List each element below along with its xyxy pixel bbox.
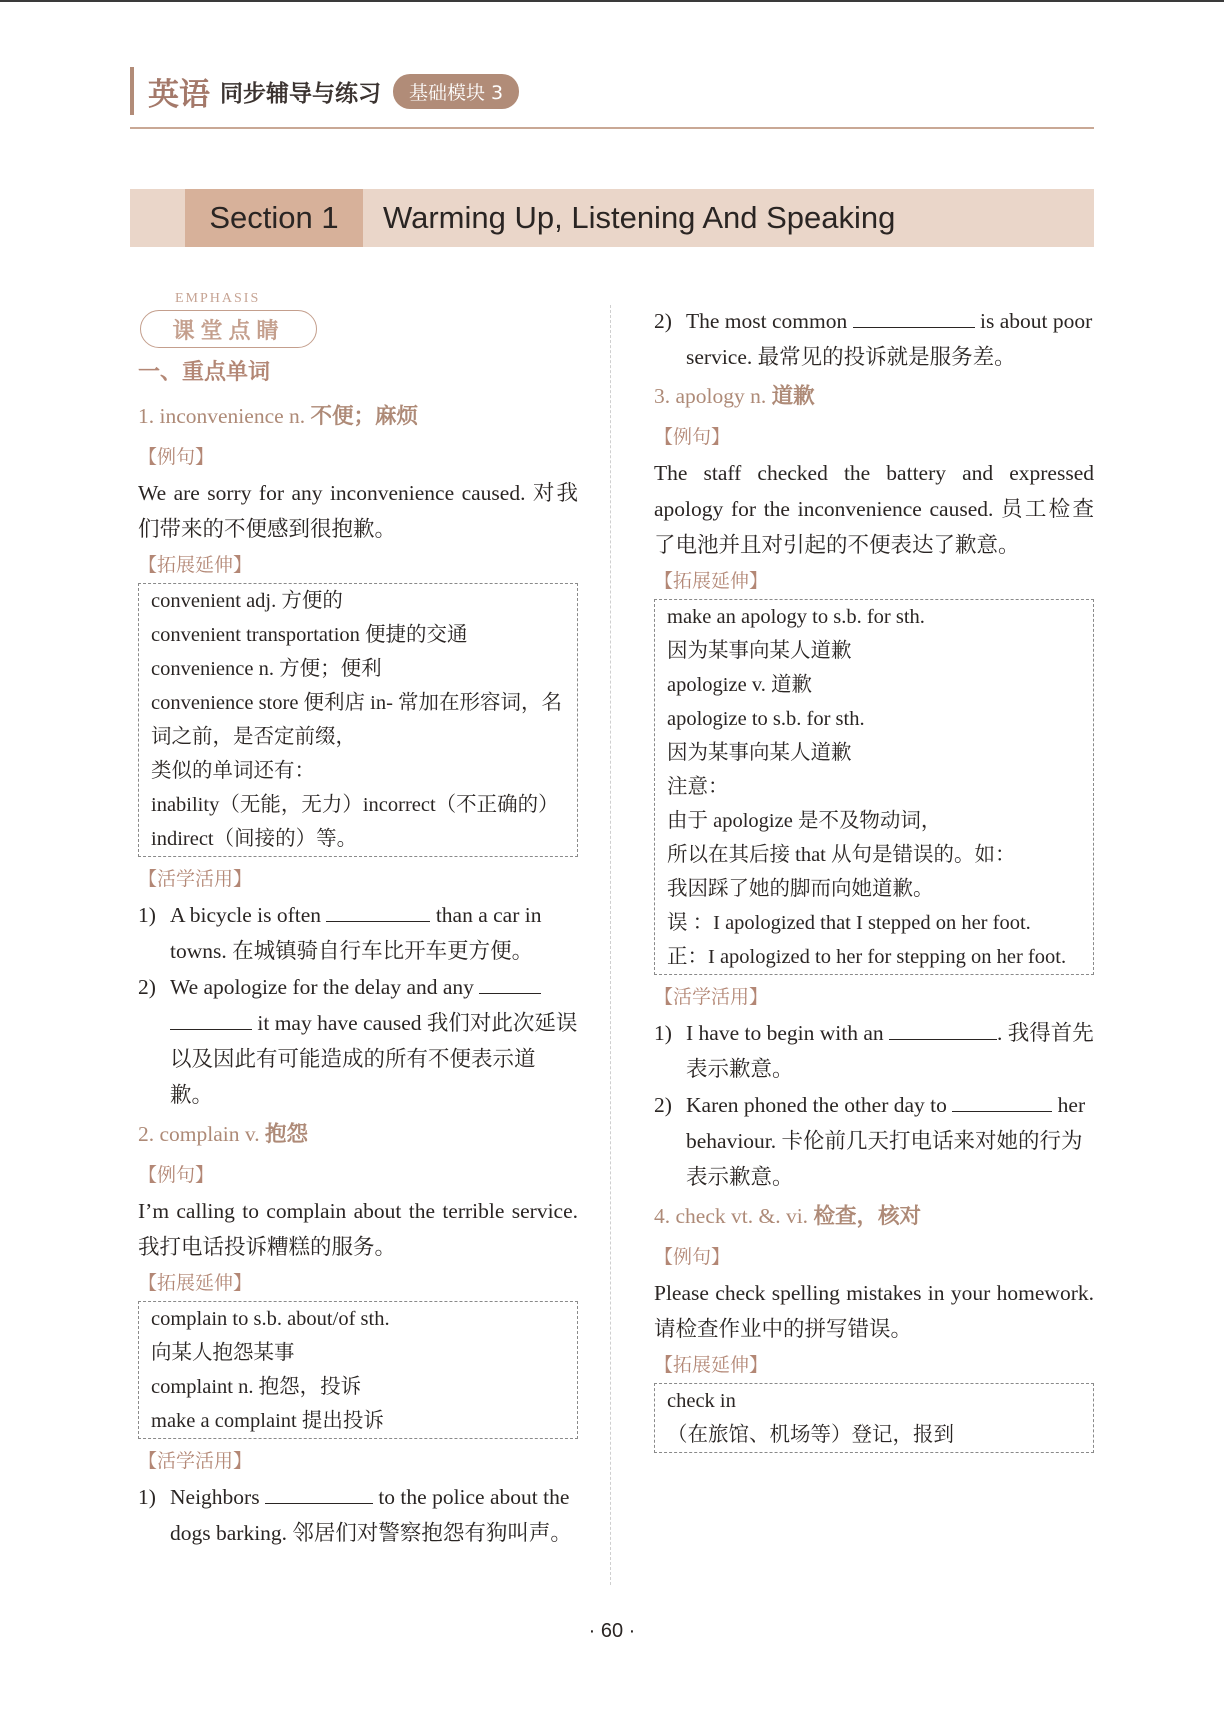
word-entry-complain: 2. complain v. 抱怨 — [138, 1122, 308, 1146]
extension-tag: 【拓展延伸】 — [654, 570, 769, 592]
header-accent-bar — [130, 67, 134, 115]
top-border — [0, 0, 1224, 2]
extension-box: make an apology to s.b. for sth. 因为某事向某人道歉 apologize v. 道歉 apologize to s.b. for sth. 因为某事向某人道歉 注意： 由于 apologize 是不及物动词， 所以在其后接 that 从句是错误的。如： 我因踩了她的脚而向她道歉。 误 ：I apologized that I stepped on her foot. 正：I apologized to her for stepping on her foot. — [654, 599, 1094, 975]
practice-item: 2) The most common is about poor service. 最常见的投诉就是服务差。 — [654, 303, 1094, 375]
answer-blank[interactable] — [170, 1007, 252, 1030]
example-tag: 【例句】 — [138, 1164, 215, 1186]
section-title: Warming Up, Listening And Speaking — [383, 200, 896, 235]
book-header — [130, 66, 519, 116]
example-tag: 【例句】 — [138, 446, 215, 468]
emphasis-label-cn: 课堂点睛 — [140, 310, 317, 348]
practice-item: 1) Neighbors to the police about the dogs barking. 邻居们对警察抱怨有狗叫声。 — [138, 1479, 578, 1551]
practice-item: 1) I have to begin with an . 我得首先表示歉意。 — [654, 1015, 1094, 1087]
practice-item: 2) We apologize for the delay and any it may have caused 我们对此次延误以及因此有可能造成的所有不便表示道歉。 — [138, 969, 578, 1113]
word-entry-check: 4. check vt. &. vi. 检查，核对 — [654, 1204, 921, 1228]
book-subtitle: 同步辅导与练习 — [220, 80, 381, 107]
column-divider — [610, 305, 611, 1585]
extension-tag: 【拓展延伸】 — [138, 554, 253, 576]
answer-blank[interactable] — [326, 899, 430, 922]
left-column — [138, 355, 578, 1551]
section-number: Section 1 — [185, 189, 363, 247]
example-sentence: The staff checked the battery and expressed apology for the inconvenience caused. 员工检查了电池并且对引起的不便表达了歉意。 — [654, 461, 1094, 557]
practice-tag: 【活学活用】 — [138, 1450, 253, 1472]
answer-blank[interactable] — [952, 1089, 1052, 1112]
book-title: 英语 — [148, 76, 210, 113]
extension-box: complain to s.b. about/of sth. 向某人抱怨某事 complaint n. 抱怨，投诉 make a complaint 提出投诉 — [138, 1301, 578, 1439]
extension-box: check in （在旅馆、机场等）登记，报到 — [654, 1383, 1094, 1453]
extension-tag: 【拓展延伸】 — [138, 1272, 253, 1294]
word-entry-apology: 3. apology n. 道歉 — [654, 384, 815, 408]
example-sentence: We are sorry for any inconvenience caused. 对我们带来的不便感到很抱歉。 — [138, 481, 578, 541]
example-tag: 【例句】 — [654, 1246, 731, 1268]
emphasis-label-en: EMPHASIS — [175, 291, 261, 306]
example-sentence: I’m calling to complain about the terrible service. 我打电话投诉糟糕的服务。 — [138, 1199, 578, 1259]
right-column — [654, 303, 1094, 1457]
module-badge: 基础模块 3 — [393, 74, 519, 109]
example-tag: 【例句】 — [654, 426, 731, 448]
answer-blank[interactable] — [479, 971, 541, 994]
page-number: · 60 · — [588, 1620, 636, 1642]
practice-item: 2) Karen phoned the other day to her behaviour. 卡伦前几天打电话来对她的行为表示歉意。 — [654, 1087, 1094, 1195]
answer-blank[interactable] — [853, 305, 975, 328]
section-heading: 一、重点单词 — [138, 360, 271, 385]
answer-blank[interactable] — [889, 1017, 997, 1040]
extension-tag: 【拓展延伸】 — [654, 1354, 769, 1376]
answer-blank[interactable] — [265, 1481, 373, 1504]
practice-item: 1) A bicycle is often than a car in towns. 在城镇骑自行车比开车更方便。 — [138, 897, 578, 969]
example-sentence: Please check spelling mistakes in your homework. 请检查作业中的拼写错误。 — [654, 1281, 1094, 1341]
practice-tag: 【活学活用】 — [654, 986, 769, 1008]
word-entry-inconvenience: 1. inconvenience n. 不便；麻烦 — [138, 404, 419, 428]
extension-box: convenient adj. 方便的 convenient transportation 便捷的交通 convenience n. 方便；便利 convenience store 便利店 in- 常加在形容词，名词之前，是否定前缀， 类似的单词还有： inability（无能，无力）incorrect（不正确的）indirect（间接的）等。 — [138, 583, 578, 857]
practice-tag: 【活学活用】 — [138, 868, 253, 890]
header-rule — [130, 127, 1094, 129]
